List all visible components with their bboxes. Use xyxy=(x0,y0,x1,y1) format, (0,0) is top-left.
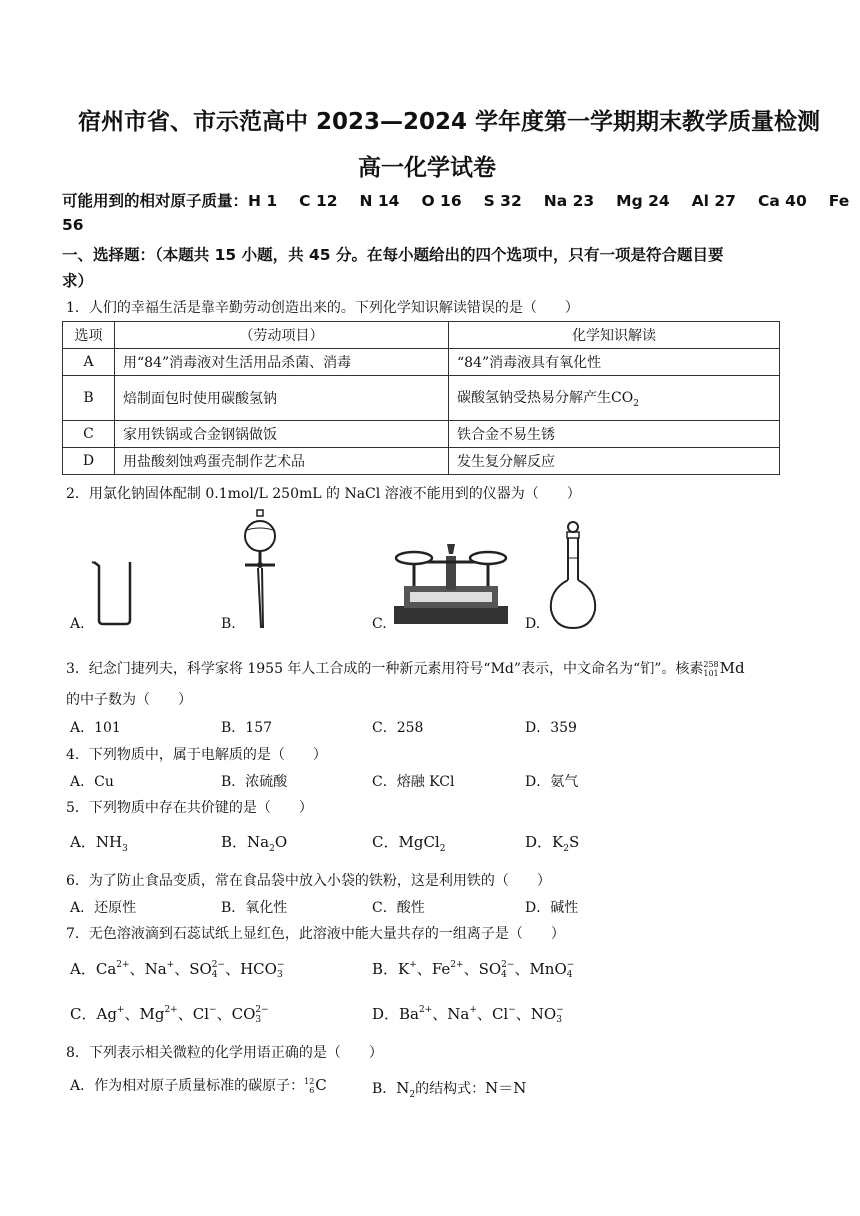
balance-scale-icon xyxy=(392,540,510,626)
structural-formula: N＝N xyxy=(485,1079,527,1097)
ion: HCO− 3 xyxy=(240,960,285,980)
atomic-number: 6 xyxy=(309,1086,315,1095)
option-b: B．氧化性 xyxy=(221,900,288,916)
question-3-text: 3．纪念门捷列夫，科学家将 1955 年人工合成的一种新元素用符号“Md”表示，中文命名为“钔”。核素 xyxy=(66,661,704,677)
option-label: C． xyxy=(70,1005,97,1023)
option-a xyxy=(70,958,284,980)
option-label: A． xyxy=(70,960,96,978)
question-6-stem: 6．为了防止食品变质，常在食品袋中放入小袋的铁粉，这是利用铁的（ ） xyxy=(66,873,551,889)
ion: Na+ xyxy=(144,960,175,978)
formula: K xyxy=(552,833,564,851)
element-mass: Mg 24 xyxy=(616,192,670,210)
ion: Fe2+ xyxy=(431,960,464,978)
explain-cell: 铁合金不易生锈 xyxy=(449,421,780,448)
option-label: D． xyxy=(525,833,553,851)
mass-number: 258 xyxy=(703,660,719,669)
option-d: D．碱性 xyxy=(525,900,579,916)
option-text: A．作为相对原子质量标准的碳原子： xyxy=(70,1078,305,1094)
option-a xyxy=(70,831,128,854)
separator: 、 xyxy=(463,960,479,978)
nuclide-symbol: Md xyxy=(719,659,745,677)
option-c-label: C. xyxy=(372,616,387,632)
subscript: 2 xyxy=(563,844,569,854)
element-mass: H 1 xyxy=(248,192,278,210)
element-mass: S 32 xyxy=(483,192,522,210)
option-c xyxy=(372,831,445,854)
ion: CO2− 3 xyxy=(231,1005,269,1025)
question-1-table xyxy=(62,321,780,475)
page-subtitle: 高一化学试卷 xyxy=(358,155,496,181)
ion: Ba2+ xyxy=(399,1005,433,1023)
ion: Cl− xyxy=(491,1005,516,1023)
option-d xyxy=(525,831,579,854)
option-cell: D xyxy=(63,448,115,475)
ion: Ag+ xyxy=(96,1005,125,1023)
nuclide-symbol: C xyxy=(315,1076,327,1094)
option-label: B． xyxy=(372,960,399,978)
ion: SO2− 4 xyxy=(478,960,515,980)
ion: NO− 3 xyxy=(530,1005,564,1025)
separator: 、 xyxy=(225,960,241,978)
table-row xyxy=(63,376,780,421)
element-mass: Ca 40 xyxy=(757,192,807,210)
table-row xyxy=(63,421,780,448)
formula: NH xyxy=(95,833,123,851)
question-1-stem: 1．人们的幸福生活是靠辛勤劳动创造出来的。下列化学知识解读错误的是（ ） xyxy=(66,300,579,316)
option-b-label: B. xyxy=(221,616,236,632)
option-b: B．157 xyxy=(221,720,273,736)
subscript: 2 xyxy=(439,844,446,854)
element-mass: Al 27 xyxy=(691,192,736,210)
atomic-mass-line xyxy=(62,189,849,211)
project-cell: 用盐酸刻蚀鸡蛋壳制作艺术品 xyxy=(115,448,449,475)
ion: MnO− 4 xyxy=(529,960,575,980)
separator: 、 xyxy=(515,1005,531,1023)
beaker-icon xyxy=(90,556,136,626)
explain-cell: “84”消毒液具有氧化性 xyxy=(449,349,780,376)
section-heading: 一、选择题：（本题共 15 小题，共 45 分。在每小题给出的四个选项中，只有一项是符合题目要 xyxy=(62,246,724,264)
ion: Cl− xyxy=(192,1005,217,1023)
question-8-stem: 8．下列表示相关微粒的化学用语正确的是（ ） xyxy=(66,1045,383,1061)
option-b: B．浓硫酸 xyxy=(221,774,288,790)
table-header-row xyxy=(63,322,780,349)
element-mass: C 12 xyxy=(299,192,338,210)
question-4-stem: 4．下列物质中，属于电解质的是（ ） xyxy=(66,747,327,763)
separator: 、 xyxy=(177,1005,193,1023)
subscript: 2 xyxy=(269,844,275,854)
option-a: A．Cu xyxy=(70,774,114,790)
option-c: C．酸性 xyxy=(372,900,425,916)
nuclide-numbers xyxy=(304,1077,314,1095)
project-cell: 家用铁锅或合金钢锅做饭 xyxy=(115,421,449,448)
explain-subscript: 2 xyxy=(633,398,639,409)
option-b xyxy=(372,958,574,980)
table-header-cell: 化学知识解读 xyxy=(449,322,780,349)
option-cell: A xyxy=(63,349,115,376)
option-b xyxy=(372,1077,526,1100)
formula-tail: S xyxy=(568,833,580,851)
option-c: C．熔融 KCl xyxy=(372,774,455,790)
separator: 、 xyxy=(476,1005,492,1023)
atomic-mass-wrap: 56 xyxy=(62,216,84,234)
table-row xyxy=(63,349,780,376)
page-title: 宿州市省、市示范高中 2023—2024 学年度第一学期期末教学质量检测 xyxy=(78,109,821,135)
formula-tail: O xyxy=(274,833,288,851)
option-label: B． xyxy=(372,1081,397,1097)
option-b xyxy=(221,831,287,854)
element-mass: Na 23 xyxy=(543,192,595,210)
section-heading-wrap: 求） xyxy=(62,272,94,290)
option-label: D． xyxy=(372,1005,400,1023)
project-cell: 用“84”消毒液对生活用品杀菌、消毒 xyxy=(115,349,449,376)
formula: MgCl xyxy=(398,833,440,851)
option-d: D．氨气 xyxy=(525,774,579,790)
option-label: A． xyxy=(70,833,96,851)
table-row xyxy=(63,448,780,475)
option-cell: B xyxy=(63,376,115,421)
project-cell: 焙制面包时使用碳酸氢钠 xyxy=(115,376,449,421)
option-a-label: A. xyxy=(70,616,85,632)
option-label: B． xyxy=(221,833,248,851)
subscript: 2 xyxy=(409,1089,416,1100)
volumetric-flask-icon xyxy=(547,518,599,630)
nuclide-numbers xyxy=(703,660,718,678)
formula: Na xyxy=(247,833,270,851)
separator: 、 xyxy=(432,1005,448,1023)
separatory-funnel-icon xyxy=(240,508,280,630)
separator: 、 xyxy=(514,960,530,978)
option-c xyxy=(70,1003,269,1025)
option-cell: C xyxy=(63,421,115,448)
explain-text: 碳酸氢钠受热易分解产生CO xyxy=(457,390,634,407)
element-mass: O 16 xyxy=(421,192,462,210)
question-2-stem: 2．用氯化钠固体配制 0.1mol/L 250mL 的 NaCl 溶液不能用到的仪器为（ ） xyxy=(66,486,581,502)
option-a xyxy=(70,1075,327,1095)
question-3-stem xyxy=(66,658,745,678)
option-c: C．258 xyxy=(372,720,424,736)
mass-number: 12 xyxy=(304,1077,315,1086)
separator: 、 xyxy=(129,960,145,978)
separator: 、 xyxy=(174,960,190,978)
subscript: 3 xyxy=(122,844,128,854)
table-header-cell: 选项 xyxy=(63,322,115,349)
option-a: A．还原性 xyxy=(70,900,137,916)
option-text: 的结构式： xyxy=(415,1081,486,1097)
ion: Mg2+ xyxy=(139,1005,178,1023)
ion: K+ xyxy=(398,960,417,978)
ion: SO2− 4 xyxy=(189,960,226,980)
question-3-stem-wrap: 的中子数为（ ） xyxy=(66,692,192,708)
formula: N xyxy=(396,1079,410,1097)
explain-cell: 发生复分解反应 xyxy=(449,448,780,475)
ion: Ca2+ xyxy=(95,960,130,978)
question-5-stem: 5．下列物质中存在共价键的是（ ） xyxy=(66,800,313,816)
option-d xyxy=(372,1003,564,1025)
question-7-stem: 7．无色溶液滴到石蕊试纸上显红色，此溶液中能大量共存的一组离子是（ ） xyxy=(66,926,565,942)
separator: 、 xyxy=(124,1005,140,1023)
explain-cell xyxy=(449,376,780,421)
element-mass: N 14 xyxy=(359,192,400,210)
atomic-number: 101 xyxy=(703,669,719,678)
table-header-cell: （劳动项目） xyxy=(115,322,449,349)
option-a: A．101 xyxy=(70,720,121,736)
atomic-mass-label: 可能用到的相对原子质量： xyxy=(62,192,249,210)
element-mass: Fe xyxy=(828,192,850,210)
option-d-label: D. xyxy=(525,616,541,632)
separator: 、 xyxy=(416,960,432,978)
ion: Na+ xyxy=(447,1005,477,1023)
option-d: D．359 xyxy=(525,720,577,736)
separator: 、 xyxy=(216,1005,232,1023)
option-label: C． xyxy=(372,833,399,851)
